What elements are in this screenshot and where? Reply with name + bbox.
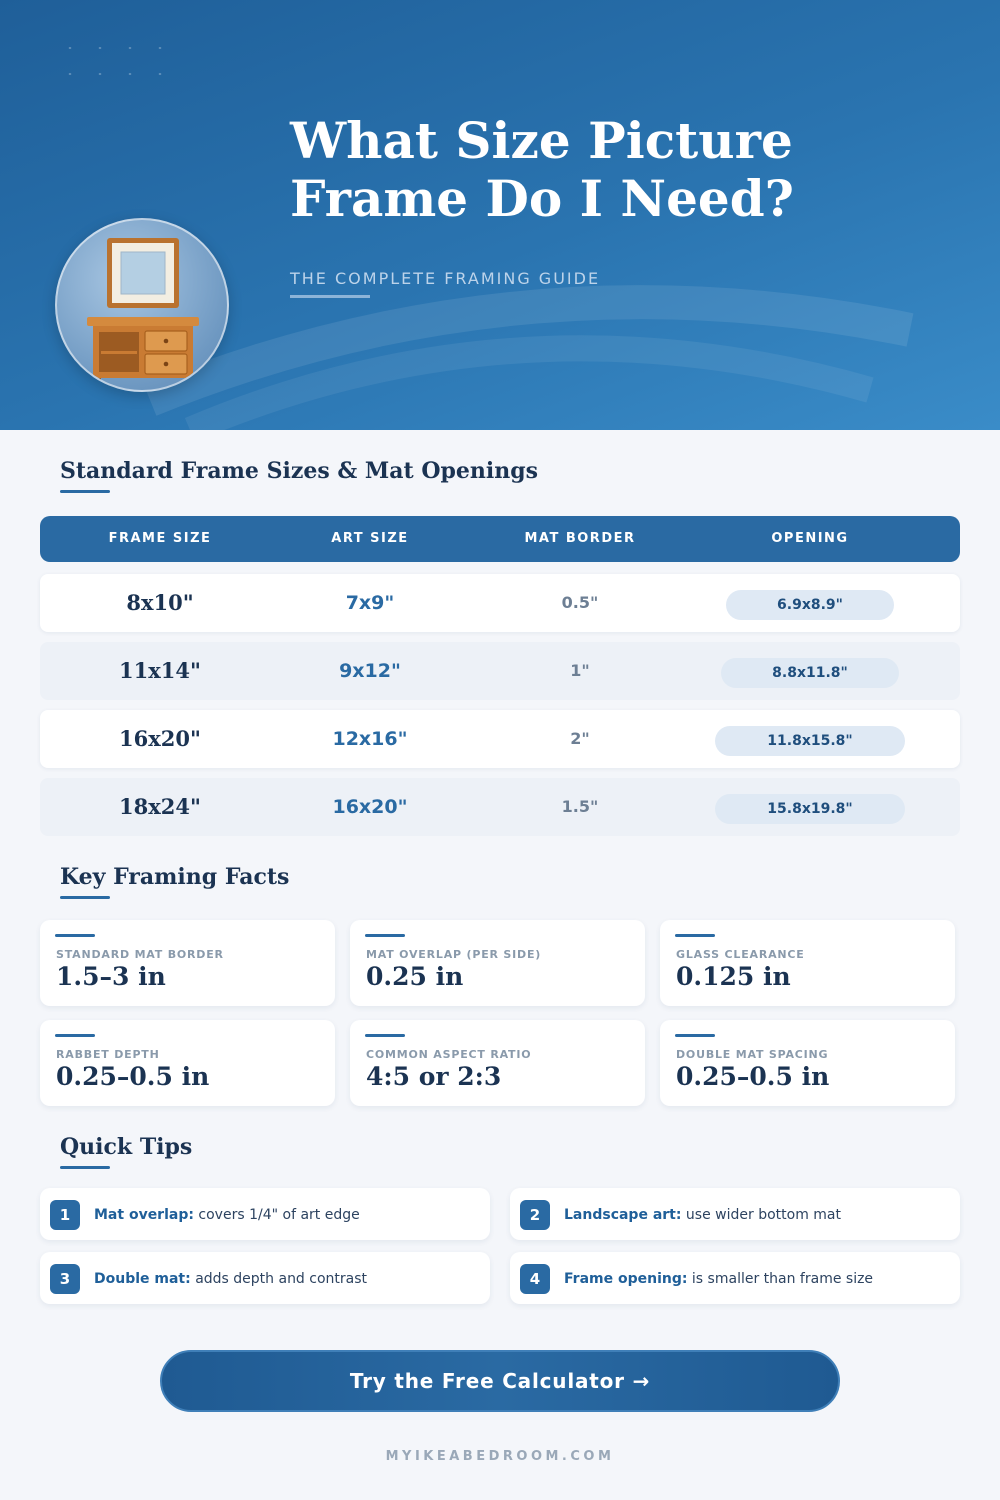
tip-body: use wider bottom mat <box>685 1207 841 1223</box>
fact-label: MAT OVERLAP (PER SIDE) <box>366 948 542 961</box>
fact-value: 0.25–0.5 in <box>676 1062 830 1091</box>
fact-value: 4:5 or 2:3 <box>366 1062 502 1091</box>
free-calculator-button[interactable]: Try the Free Calculator → <box>160 1350 840 1412</box>
opening-badge: 15.8x19.8" <box>715 794 905 824</box>
opening-badge: 8.8x11.8" <box>721 658 899 688</box>
art-size-cell: 16x20" <box>332 796 408 818</box>
facts-section-underline <box>60 896 110 899</box>
fact-card <box>660 920 955 1006</box>
tip-number-badge: 2 <box>520 1200 550 1230</box>
mat-border-cell: 1.5" <box>561 797 599 816</box>
tip-number-badge: 1 <box>50 1200 80 1230</box>
fact-accent <box>675 1034 715 1037</box>
fact-card <box>350 1020 645 1106</box>
tip-card <box>40 1252 490 1304</box>
opening-badge: 6.9x8.9" <box>726 590 894 620</box>
fact-accent <box>365 934 405 937</box>
frame-size-cell: 8x10" <box>126 590 194 615</box>
fact-accent <box>55 1034 95 1037</box>
tips-section-underline <box>60 1166 110 1169</box>
fact-accent <box>55 934 95 937</box>
tip-title: Mat overlap: <box>94 1207 194 1223</box>
mat-border-cell: 0.5" <box>561 593 599 612</box>
dot-grid-decoration <box>55 35 165 95</box>
tip-card <box>40 1188 490 1240</box>
fact-card <box>660 1020 955 1106</box>
tip-text <box>94 1252 367 1304</box>
dresser-illustration <box>55 218 229 392</box>
table-row <box>40 642 960 700</box>
mat-border-cell: 2" <box>570 729 590 748</box>
art-size-cell: 9x12" <box>339 660 401 682</box>
mat-border-cell: 1" <box>570 661 590 680</box>
tip-number-badge: 4 <box>520 1264 550 1294</box>
fact-value: 0.25 in <box>366 962 464 991</box>
table-section-underline <box>60 490 110 493</box>
fact-card <box>40 1020 335 1106</box>
art-size-cell: 7x9" <box>345 592 395 614</box>
art-size-cell: 12x16" <box>332 728 408 750</box>
tip-text <box>94 1188 360 1240</box>
fact-label: GLASS CLEARANCE <box>676 948 805 961</box>
facts-section-title: Key Framing Facts <box>60 864 290 890</box>
fact-card <box>350 920 645 1006</box>
column-header-opening: OPENING <box>771 531 849 546</box>
tip-body: covers 1/4" of art edge <box>198 1207 360 1223</box>
column-header-art-size: ART SIZE <box>331 531 409 546</box>
fact-label: DOUBLE MAT SPACING <box>676 1048 829 1061</box>
opening-badge: 11.8x15.8" <box>715 726 905 756</box>
subtitle-underline <box>290 295 370 298</box>
page-subtitle: THE COMPLETE FRAMING GUIDE <box>290 269 601 288</box>
table-row <box>40 778 960 836</box>
tip-text <box>564 1188 841 1240</box>
table-row <box>40 574 960 632</box>
tip-text <box>564 1252 873 1304</box>
fact-label: RABBET DEPTH <box>56 1048 160 1061</box>
frame-size-cell: 11x14" <box>119 658 201 683</box>
fact-accent <box>365 1034 405 1037</box>
fact-label: STANDARD MAT BORDER <box>56 948 224 961</box>
tip-card <box>510 1188 960 1240</box>
tip-body: adds depth and contrast <box>195 1271 368 1287</box>
table-row <box>40 710 960 768</box>
tip-title: Landscape art: <box>564 1207 682 1223</box>
frame-and-dresser-icon <box>57 220 229 392</box>
column-header-mat-border: MAT BORDER <box>524 531 636 546</box>
tip-title: Frame opening: <box>564 1271 688 1287</box>
fact-value: 0.125 in <box>676 962 791 991</box>
fact-label: COMMON ASPECT RATIO <box>366 1048 532 1061</box>
table-section-title: Standard Frame Sizes & Mat Openings <box>60 458 538 484</box>
tip-body: is smaller than frame size <box>691 1271 874 1287</box>
hero-banner <box>0 0 1000 430</box>
frame-size-cell: 16x20" <box>119 726 201 751</box>
page-title: What Size Picture Frame Do I Need? <box>290 111 794 228</box>
footer-site-name: MYIKEABEDROOM.COM <box>385 1449 615 1464</box>
tip-title: Double mat: <box>94 1271 191 1287</box>
tips-section-title: Quick Tips <box>60 1134 193 1160</box>
fact-value: 1.5–3 in <box>56 962 166 991</box>
fact-card <box>40 920 335 1006</box>
fact-value: 0.25–0.5 in <box>56 1062 210 1091</box>
tip-number-badge: 3 <box>50 1264 80 1294</box>
fact-accent <box>675 934 715 937</box>
table-header <box>40 516 960 562</box>
tip-card <box>510 1252 960 1304</box>
column-header-frame-size: FRAME SIZE <box>108 531 212 546</box>
frame-size-cell: 18x24" <box>119 794 201 819</box>
